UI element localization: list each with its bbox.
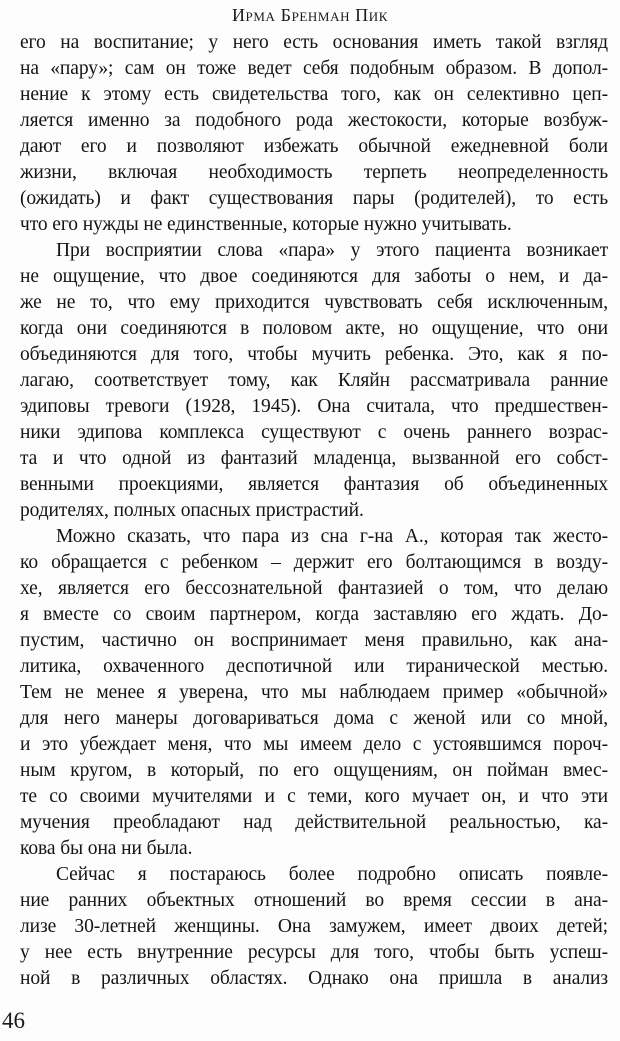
text-line: Сейчас я постараюсь более подробно описать появле- xyxy=(56,864,608,885)
text-line: кова бы она ни была. xyxy=(20,838,193,859)
running-header: Ирма Бренман Пик xyxy=(231,5,389,25)
text-line: мучения преобладают над действительной реальностью, ка- xyxy=(20,812,608,833)
body-text xyxy=(20,30,608,992)
text-line: ляется именно за подобного рода жестокости, которые возбуж- xyxy=(20,110,608,131)
text-line: жизни, включая необходимость терпеть неопределенность xyxy=(20,162,608,183)
paragraph xyxy=(20,524,608,862)
text-line: для него манеры договариваться дома с женой или со мной, xyxy=(20,708,608,729)
text-line: лагаю, соответствует тому, как Кляйн рассматривала ранние xyxy=(20,370,608,391)
text-line: Можно сказать, что пара из сна г-на А., которая так жесто- xyxy=(56,526,608,547)
text-line: ники эдипова комплекса существуют с очень раннего возрас- xyxy=(20,422,608,443)
text-line: что его нужды не единственные, которые нужно учитывать. xyxy=(20,214,512,235)
text-line: его на воспитание; у него есть основания иметь такой взгляд xyxy=(20,32,608,53)
text-line: литика, охваченного деспотичной или тиранической местью. xyxy=(20,656,608,677)
text-line: При восприятии слова «пара» у этого пациента возникает xyxy=(56,240,608,261)
text-line: родителях, полных опасных пристрастий. xyxy=(20,500,364,521)
text-line: ние ранних объектных отношений во время сессии в ана- xyxy=(20,890,608,911)
text-line: у нее есть внутренние ресурсы для того, чтобы быть успеш- xyxy=(20,942,608,963)
text-line: ко обращается с ребенком – держит его болтающимся в возду- xyxy=(20,552,608,573)
page-number: 46 xyxy=(2,1008,25,1033)
text-line: Тем не менее я уверена, что мы наблюдаем пример «обычной» xyxy=(20,682,608,703)
text-line: и это убеждает меня, что мы имеем дело с устоявшимся пороч- xyxy=(20,734,608,755)
text-line: та и что одной из фантазий младенца, вызванной его собст- xyxy=(20,448,608,469)
text-line: эдиповы тревоги (1928, 1945). Она считала, что предшествен- xyxy=(20,396,608,417)
text-line: нение к этому есть свидетельства того, как он селективно цеп- xyxy=(20,84,608,105)
text-line: ной в различных областях. Однако она пришла в анализ xyxy=(20,968,608,989)
text-line: ным кругом, в который, по его ощущениям, он пойман вмес- xyxy=(20,760,608,781)
text-line: же не то, что ему приходится чувствовать себя исключенным, xyxy=(20,292,608,313)
paragraph xyxy=(20,30,608,238)
paragraph xyxy=(20,238,608,524)
text-line: те со своими мучителями и с теми, кого мучает он, и что эти xyxy=(20,786,608,807)
text-line: венными проекциями, является фантазия об объединенных xyxy=(20,474,608,495)
text-line: дают его и позволяют избежать обычной ежедневной боли xyxy=(20,136,608,157)
text-line: я вместе со своим партнером, когда заставляю его ждать. До- xyxy=(20,604,608,625)
text-line: объединяются для того, чтобы мучить ребенка. Это, как я по- xyxy=(20,344,608,365)
text-line: пустим, частично он воспринимает меня правильно, как ана- xyxy=(20,630,608,651)
text-line: не ощущение, что двое соединяются для заботы о нем, и да- xyxy=(20,266,608,287)
text-line: на «пару»; сам он тоже ведет себя подобным образом. В допол- xyxy=(20,58,608,79)
text-line: когда они соединяются в половом акте, но ощущение, что они xyxy=(20,318,608,339)
text-line: (ожидать) и факт существования пары (родителей), то есть xyxy=(20,188,608,209)
paragraph xyxy=(20,862,608,992)
text-line: лизе 30-летней женщины. Она замужем, имеет двоих детей; xyxy=(20,916,608,937)
text-line: хе, является его бессознательной фантазией о том, что делаю xyxy=(20,578,608,599)
